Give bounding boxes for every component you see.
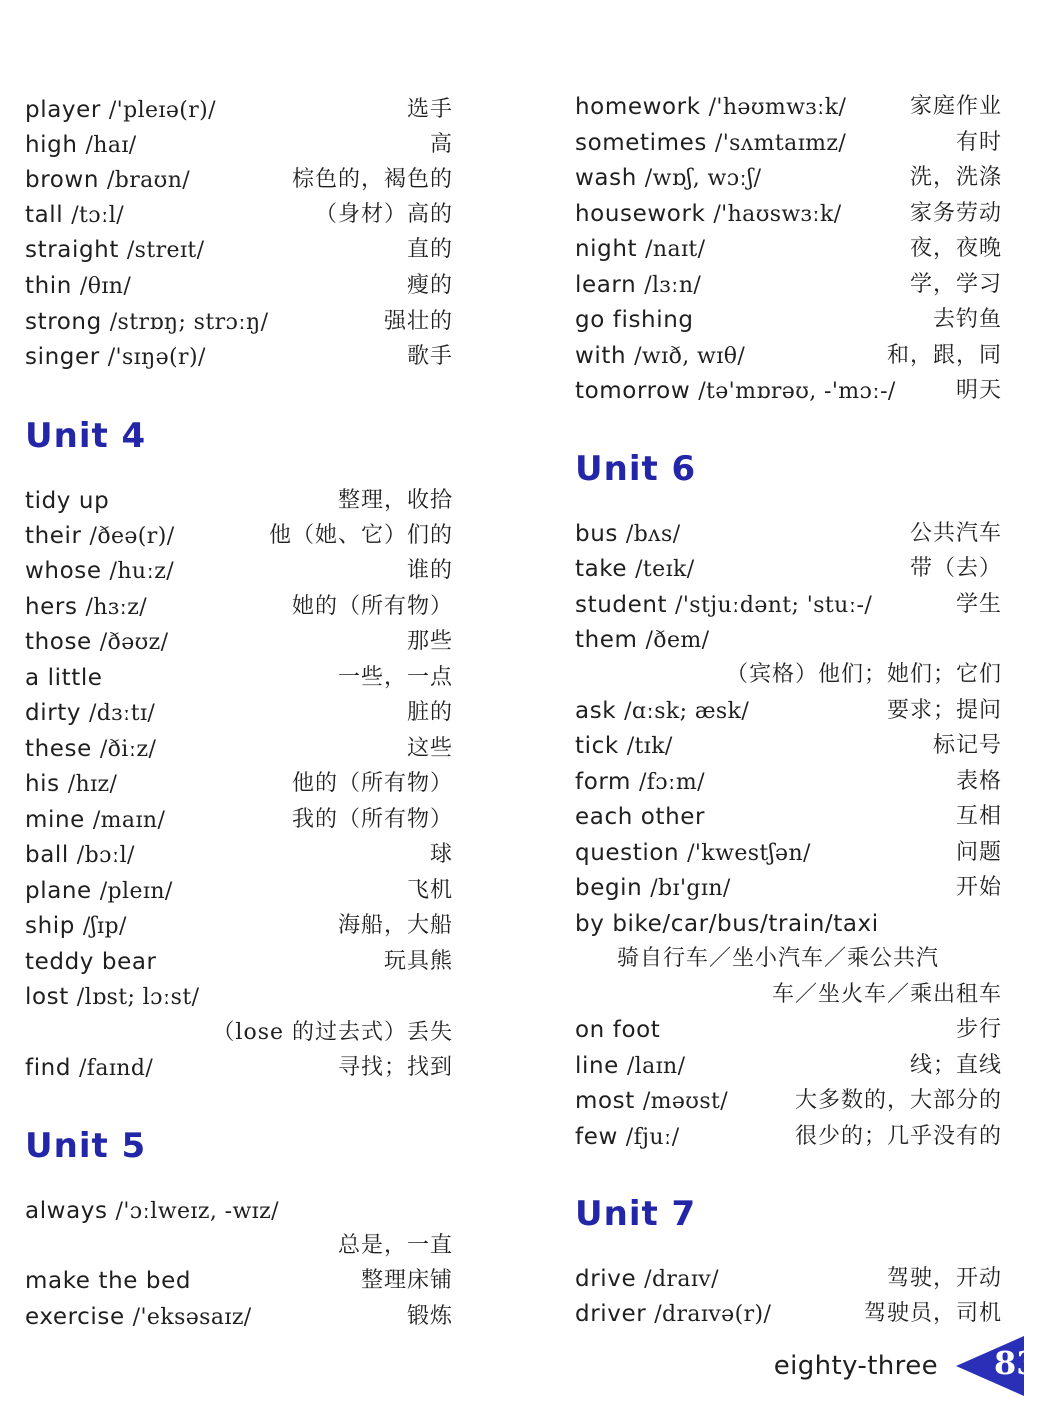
always-meaning: 总是，一直 xyxy=(337,1233,453,1258)
entry-word: most xyxy=(575,1087,635,1114)
entry-word: his xyxy=(25,770,60,797)
entry-word: tick xyxy=(575,732,619,759)
entry-meaning: 有时 xyxy=(955,130,1002,155)
unit-5-heading: Unit 5 xyxy=(25,1126,147,1166)
entry-word: hers xyxy=(25,593,78,620)
entry-meaning: 玩具熊 xyxy=(383,949,453,974)
page-footer xyxy=(773,1336,1039,1396)
entry-word: housework xyxy=(575,200,706,227)
vocab-entry xyxy=(25,340,453,374)
vocab-entry xyxy=(575,729,1002,763)
entry-word: night xyxy=(575,235,638,262)
entry-word: tidy up xyxy=(25,487,110,514)
entry-word: lost xyxy=(25,983,69,1010)
entry-word: learn xyxy=(575,271,637,298)
entry-continuation xyxy=(25,1016,453,1050)
vocab-entry xyxy=(575,836,1002,870)
vocab-entry xyxy=(25,696,453,730)
entry-phonetic: /haɪ/ xyxy=(85,132,137,158)
vocab-entry xyxy=(25,945,453,979)
entry-phonetic: /wɪð, wɪθ/ xyxy=(634,343,746,369)
entry-phonetic: /hɜːz/ xyxy=(85,594,148,620)
entry-meaning: 学，学习 xyxy=(909,272,1002,297)
entry-meaning: 很少的；几乎没有的 xyxy=(794,1124,1002,1149)
entry-meaning: 谁的 xyxy=(406,558,453,583)
entry-meaning: 瘦的 xyxy=(406,273,453,298)
entry-phonetic: /draɪvə(r)/ xyxy=(654,1301,772,1327)
entry-meaning: 高 xyxy=(429,132,453,157)
vocab-entry xyxy=(25,1051,453,1085)
entry-phonetic: /hɪz/ xyxy=(67,771,118,797)
page-tab xyxy=(956,1336,1039,1396)
vocab-entry xyxy=(575,90,1002,124)
entry-meaning: 洗，洗涤 xyxy=(909,165,1002,190)
entry-meaning: 家务劳动 xyxy=(909,201,1002,226)
entry-meaning: 表格 xyxy=(955,769,1002,794)
vocab-entry xyxy=(25,838,453,872)
vocab-entry xyxy=(25,305,453,339)
vocab-entry xyxy=(575,161,1002,195)
lost-meaning: （lose 的过去式）丢失 xyxy=(212,1020,453,1045)
entry-word: make the bed xyxy=(25,1267,192,1294)
entry-word: plane xyxy=(25,877,92,904)
entry-word: question xyxy=(575,839,680,866)
entry-word: sometimes xyxy=(575,129,707,156)
entry-word: drive xyxy=(575,1265,637,1292)
entry-word: ball xyxy=(25,841,69,868)
entry-word: those xyxy=(25,628,92,655)
vocab-entry xyxy=(575,232,1002,266)
entry-phonetic: /draɪv/ xyxy=(644,1266,719,1292)
vocab-entry xyxy=(575,1049,1002,1083)
unit-7-heading: Unit 7 xyxy=(575,1194,697,1234)
entry-phonetic: /lɒst; lɔːst/ xyxy=(76,984,200,1010)
entry-meaning: 一些，一点 xyxy=(337,665,453,690)
entry-word: mine xyxy=(25,806,85,833)
vocab-entry xyxy=(575,303,1002,337)
entry-word: with xyxy=(575,342,627,369)
entry-phonetic: /fɔːm/ xyxy=(638,769,705,795)
page-number: 83 xyxy=(994,1344,1039,1382)
entry-phonetic: /ðəʊz/ xyxy=(99,629,169,655)
entry-phonetic: /bɪ'gɪn/ xyxy=(650,875,731,901)
entry-word: on foot xyxy=(575,1016,661,1043)
entry-meaning: 公共汽车 xyxy=(909,521,1002,546)
vocab-entry xyxy=(575,374,1002,408)
vocab-entry xyxy=(575,871,1002,905)
entry-word: homework xyxy=(575,93,701,120)
entry-phonetic: /'sʌmtaɪmz/ xyxy=(714,130,847,156)
by-transport-meaning-1: 骑自行车／坐小汽车／乘公共汽 xyxy=(617,946,940,971)
vocab-entry xyxy=(575,1262,1002,1296)
entry-meaning: 大多数的，大部分的 xyxy=(794,1088,1002,1113)
entry-meaning: 棕色的，褐色的 xyxy=(291,167,453,192)
entry-word: bus xyxy=(575,520,618,547)
entry-word: find xyxy=(25,1054,72,1081)
entry-word: thin xyxy=(25,272,72,299)
entry-phonetic: /huːz/ xyxy=(109,558,175,584)
entry-phonetic: /tɪk/ xyxy=(626,733,673,759)
entry-meaning: 球 xyxy=(429,842,453,867)
entry-meaning: 学生 xyxy=(955,592,1002,617)
vocab-entry xyxy=(575,1297,1002,1331)
entry-phonetic: /'kwestʃən/ xyxy=(687,840,811,866)
them-meaning: （宾格）他们；她们；它们 xyxy=(725,662,1002,687)
entry-phonetic: /bɔːl/ xyxy=(76,842,135,868)
vocab-entry xyxy=(575,268,1002,302)
entry-word: ask xyxy=(575,697,617,724)
entry-phonetic: /wɒʃ, wɔːʃ/ xyxy=(644,165,762,191)
vocab-entry xyxy=(575,517,1002,551)
entry-meaning: 我的（所有物） xyxy=(291,807,453,832)
entry-meaning: 这些 xyxy=(406,736,453,761)
entry-word: driver xyxy=(575,1300,647,1327)
entry-phonetic: /strɒŋ; strɔːŋ/ xyxy=(109,309,269,335)
entry-word: dirty xyxy=(25,699,82,726)
entry-phonetic: /'sɪŋə(r)/ xyxy=(107,344,206,370)
entry-meaning: 家庭作业 xyxy=(909,94,1002,119)
vocab-entry xyxy=(25,732,453,766)
vocab-entry xyxy=(575,1013,1002,1047)
entry-phonetic: /ðiːz/ xyxy=(99,736,157,762)
unit-6-heading: Unit 6 xyxy=(575,449,697,489)
vocab-entry xyxy=(25,590,453,624)
entry-phonetic: /'həʊmwɜːk/ xyxy=(708,94,847,120)
vocab-entry xyxy=(575,126,1002,160)
entry-continuation xyxy=(575,658,1002,692)
entry-meaning: 海船，大船 xyxy=(337,913,453,938)
entry-meaning: 歌手 xyxy=(406,344,453,369)
entry-phonetic: /faɪnd/ xyxy=(79,1055,154,1081)
entry-phonetic: /bʌs/ xyxy=(625,521,681,547)
entry-meaning: 寻找；找到 xyxy=(337,1055,453,1080)
entry-phonetic: /braʊn/ xyxy=(106,167,191,193)
entry-meaning: 步行 xyxy=(955,1017,1002,1042)
entry-meaning: 直的 xyxy=(406,237,453,262)
entry-word: strong xyxy=(25,308,102,335)
unit-4-heading: Unit 4 xyxy=(25,416,147,456)
vocab-entry xyxy=(25,554,453,588)
entry-phonetic: /fjuː/ xyxy=(625,1124,680,1150)
entry-word: begin xyxy=(575,874,643,901)
entry-word: player xyxy=(25,96,101,123)
entry-phonetic: /ɑːsk; æsk/ xyxy=(624,698,750,724)
vocab-entry xyxy=(575,765,1002,799)
entry-phonetic: /teɪk/ xyxy=(635,556,695,582)
entry-phonetic: /tɔːl/ xyxy=(71,202,125,228)
entry-word: their xyxy=(25,522,82,549)
entry-meaning: 脏的 xyxy=(406,700,453,725)
entry-word: them xyxy=(575,626,638,653)
entry-meaning: 线；直线 xyxy=(909,1053,1002,1078)
entry-phonetic: /'eksəsaɪz/ xyxy=(132,1304,252,1330)
vocab-entry xyxy=(25,233,453,267)
entry-continuation xyxy=(25,1229,453,1263)
entry-phonetic: /məʊst/ xyxy=(642,1088,729,1114)
entry-word: these xyxy=(25,735,92,762)
entry-meaning: 驾驶，开动 xyxy=(886,1266,1002,1291)
vocab-entry xyxy=(575,694,1002,728)
vocab-entry xyxy=(575,1084,1002,1118)
entry-word: wash xyxy=(575,164,637,191)
vocab-entry xyxy=(25,128,453,162)
entry-word: ship xyxy=(25,912,75,939)
vocab-entry xyxy=(25,93,453,127)
entry-phonetic: /maɪn/ xyxy=(92,807,166,833)
entry-word: form xyxy=(575,768,632,795)
vocab-entry xyxy=(25,980,453,1014)
entry-phonetic: /lɜːn/ xyxy=(644,272,702,298)
vocab-entry xyxy=(575,1120,1002,1154)
entry-word: go fishing xyxy=(575,306,694,333)
entry-meaning: 互相 xyxy=(955,804,1002,829)
entry-meaning: 开始 xyxy=(955,875,1002,900)
entry-meaning: 标记号 xyxy=(932,733,1002,758)
entry-word: tomorrow xyxy=(575,377,691,404)
entry-meaning: 带（去） xyxy=(909,556,1002,581)
entry-phonetic: /'stjuːdənt; 'stuː-/ xyxy=(675,592,873,618)
entry-meaning: 去钓鱼 xyxy=(932,307,1002,332)
entry-phonetic: /'haʊswɜːk/ xyxy=(713,201,842,227)
vocab-entry xyxy=(25,1264,453,1298)
entry-word: by bike/car/bus/train/taxi xyxy=(575,910,879,937)
by-transport-meaning-2: 车／坐火车／乘出租车 xyxy=(771,982,1002,1007)
entry-word: few xyxy=(575,1123,618,1150)
entry-word: high xyxy=(25,131,78,158)
entry-phonetic: /naɪt/ xyxy=(645,236,706,262)
entry-word: student xyxy=(575,591,668,618)
entry-word: each other xyxy=(575,803,706,830)
entry-meaning: 他（她、它）们的 xyxy=(268,523,453,548)
vocab-entry xyxy=(25,1300,453,1334)
vocab-entry xyxy=(25,1194,453,1228)
entry-word: a little xyxy=(25,664,103,691)
vocab-entry xyxy=(575,623,1002,657)
entry-phonetic: /'ɔːlweɪz, -wɪz/ xyxy=(115,1198,279,1224)
vocab-entry xyxy=(575,197,1002,231)
entry-meaning: 锻炼 xyxy=(406,1304,453,1329)
entry-word: take xyxy=(575,555,628,582)
entry-meaning: 飞机 xyxy=(406,878,453,903)
entry-meaning: 整理床铺 xyxy=(360,1268,453,1293)
entry-phonetic: /pleɪn/ xyxy=(99,878,173,904)
vocab-entry xyxy=(25,198,453,232)
entry-meaning: （身材）高的 xyxy=(314,202,453,227)
entry-phonetic: /dɜːtɪ/ xyxy=(89,700,156,726)
entry-word: tall xyxy=(25,201,64,228)
vocab-entry xyxy=(25,163,453,197)
entry-meaning: 强壮的 xyxy=(383,309,453,334)
entry-meaning: 那些 xyxy=(406,629,453,654)
page-number-words: eighty-three xyxy=(773,1351,938,1381)
vocab-entry xyxy=(575,588,1002,622)
entry-word: exercise xyxy=(25,1303,125,1330)
vocab-entry xyxy=(25,484,453,518)
vocab-entry xyxy=(25,874,453,908)
entry-meaning: 整理，收拾 xyxy=(337,488,453,513)
entry-word: straight xyxy=(25,236,119,263)
vocab-entry xyxy=(575,800,1002,834)
entry-word: brown xyxy=(25,166,100,193)
entry-word: whose xyxy=(25,557,102,584)
vocab-entry xyxy=(25,519,453,553)
entry-word: singer xyxy=(25,343,100,370)
entry-meaning: 夜，夜晚 xyxy=(909,236,1002,261)
entry-meaning: 选手 xyxy=(406,97,453,122)
entry-meaning: 要求；提问 xyxy=(886,698,1002,723)
entry-meaning: 明天 xyxy=(955,378,1002,403)
vocab-entry xyxy=(25,625,453,659)
vocab-entry xyxy=(25,767,453,801)
vocab-entry xyxy=(575,907,1002,941)
vocab-entry xyxy=(575,339,1002,373)
entry-phonetic: /θɪn/ xyxy=(79,273,132,299)
vocab-entry xyxy=(25,909,453,943)
entry-meaning: 问题 xyxy=(955,840,1002,865)
entry-phonetic: /tə'mɒrəʊ, -'mɔː-/ xyxy=(698,378,896,404)
entry-phonetic: /ðem/ xyxy=(645,627,710,653)
entry-phonetic: /ðeə(r)/ xyxy=(89,523,175,549)
entry-meaning: 驾驶员，司机 xyxy=(863,1301,1002,1326)
entry-continuation xyxy=(575,942,1002,976)
vocab-entry xyxy=(25,661,453,695)
vocab-entry xyxy=(575,552,1002,586)
entry-word: always xyxy=(25,1197,108,1224)
entry-meaning: 和，跟，同 xyxy=(886,343,1002,368)
entry-phonetic: /ʃɪp/ xyxy=(82,913,127,939)
entry-meaning: 他的（所有物） xyxy=(291,771,453,796)
entry-meaning: 她的（所有物） xyxy=(291,594,453,619)
vocab-entry xyxy=(25,803,453,837)
entry-phonetic: /streɪt/ xyxy=(126,237,205,263)
entry-word: line xyxy=(575,1052,619,1079)
entry-phonetic: /'pleɪə(r)/ xyxy=(108,97,216,123)
vocab-entry xyxy=(25,269,453,303)
entry-continuation xyxy=(575,978,1002,1012)
entry-phonetic: /laɪn/ xyxy=(626,1053,686,1079)
entry-word: teddy bear xyxy=(25,948,157,975)
